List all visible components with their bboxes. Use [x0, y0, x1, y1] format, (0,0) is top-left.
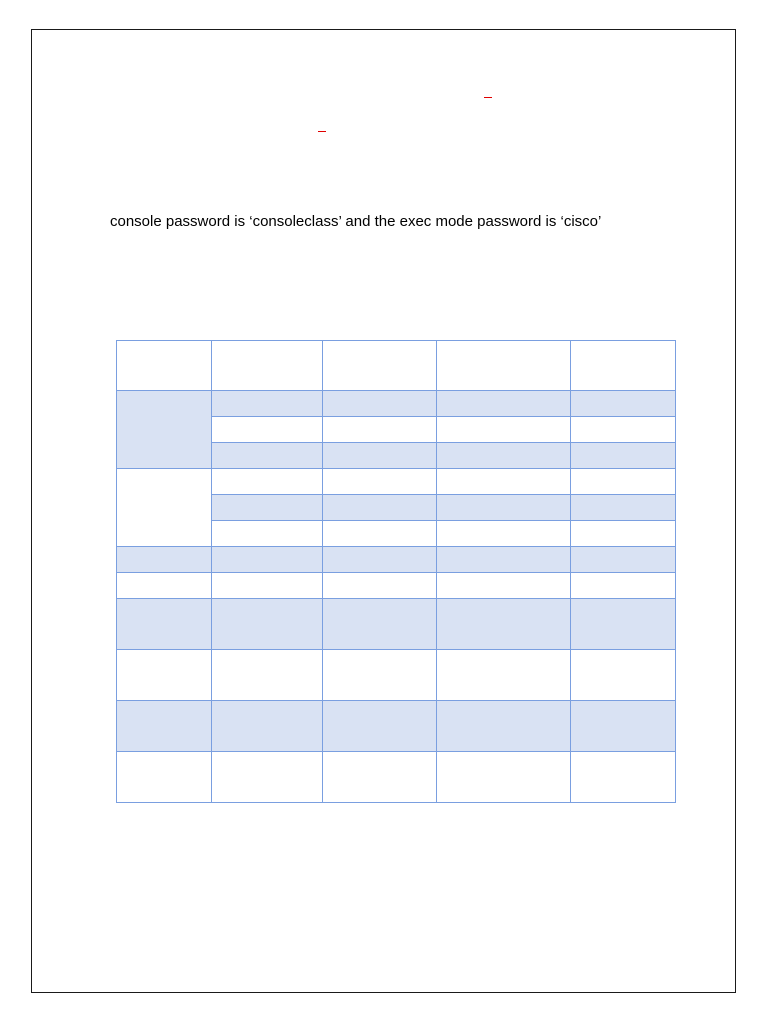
- table-row: [117, 701, 676, 752]
- table-cell: [212, 650, 323, 701]
- table-cell: [323, 521, 437, 547]
- table-row: [117, 547, 676, 573]
- table-cell: [323, 443, 437, 469]
- table-cell: [212, 417, 323, 443]
- table-cell: [212, 443, 323, 469]
- table-header-cell: [117, 341, 212, 391]
- table-row: [117, 391, 676, 417]
- table-cell: [437, 495, 571, 521]
- table-cell: [117, 547, 212, 573]
- table-cell: [437, 391, 571, 417]
- table-cell: [323, 599, 437, 650]
- table-cell: [437, 547, 571, 573]
- table-header-cell: [212, 341, 323, 391]
- table-cell: [212, 701, 323, 752]
- table-cell: [571, 650, 676, 701]
- table-group-cell: [117, 391, 212, 469]
- table-row: [117, 573, 676, 599]
- body-paragraph: console password is ‘consoleclass’ and the exec mode password is ‘cisco’: [110, 213, 602, 230]
- table-header-cell: [323, 341, 437, 391]
- table-cell: [437, 573, 571, 599]
- table-cell: [323, 650, 437, 701]
- table-cell: [571, 701, 676, 752]
- table-cell: [323, 391, 437, 417]
- table-cell: [212, 495, 323, 521]
- table-cell: [571, 391, 676, 417]
- table-header-row: [117, 341, 676, 391]
- table-header-cell: [437, 341, 571, 391]
- table-cell: [212, 752, 323, 803]
- table-cell: [212, 391, 323, 417]
- table-cell: [571, 547, 676, 573]
- table-header-cell: [571, 341, 676, 391]
- table-cell: [117, 752, 212, 803]
- table-cell: [437, 521, 571, 547]
- table-cell: [437, 650, 571, 701]
- table-cell: [571, 469, 676, 495]
- table-cell: [571, 573, 676, 599]
- table-cell: [323, 417, 437, 443]
- table-cell: [212, 469, 323, 495]
- table-cell: [437, 599, 571, 650]
- table-cell: [323, 752, 437, 803]
- table-cell: [571, 417, 676, 443]
- table-cell: [212, 521, 323, 547]
- table-cell: [437, 701, 571, 752]
- table-cell: [571, 752, 676, 803]
- table-cell: [571, 599, 676, 650]
- table-row: [117, 599, 676, 650]
- table-cell: [323, 573, 437, 599]
- table-cell: [437, 469, 571, 495]
- red-underscore-mark: [484, 97, 492, 98]
- table-cell: [212, 599, 323, 650]
- table-cell: [117, 701, 212, 752]
- table-group-cell: [117, 469, 212, 547]
- table-cell: [117, 573, 212, 599]
- table-cell: [117, 650, 212, 701]
- table-cell: [212, 547, 323, 573]
- red-underscore-mark: [318, 131, 326, 132]
- table-cell: [571, 521, 676, 547]
- table-cell: [571, 495, 676, 521]
- table-cell: [437, 752, 571, 803]
- table-row: [117, 650, 676, 701]
- table-cell: [437, 443, 571, 469]
- data-table: [116, 340, 676, 803]
- table-cell: [323, 495, 437, 521]
- table-cell: [323, 469, 437, 495]
- table-cell: [571, 443, 676, 469]
- table-cell: [323, 547, 437, 573]
- table-row: [117, 469, 676, 495]
- table-cell: [212, 573, 323, 599]
- table-cell: [117, 599, 212, 650]
- table-cell: [437, 417, 571, 443]
- table-row: [117, 752, 676, 803]
- table-cell: [323, 701, 437, 752]
